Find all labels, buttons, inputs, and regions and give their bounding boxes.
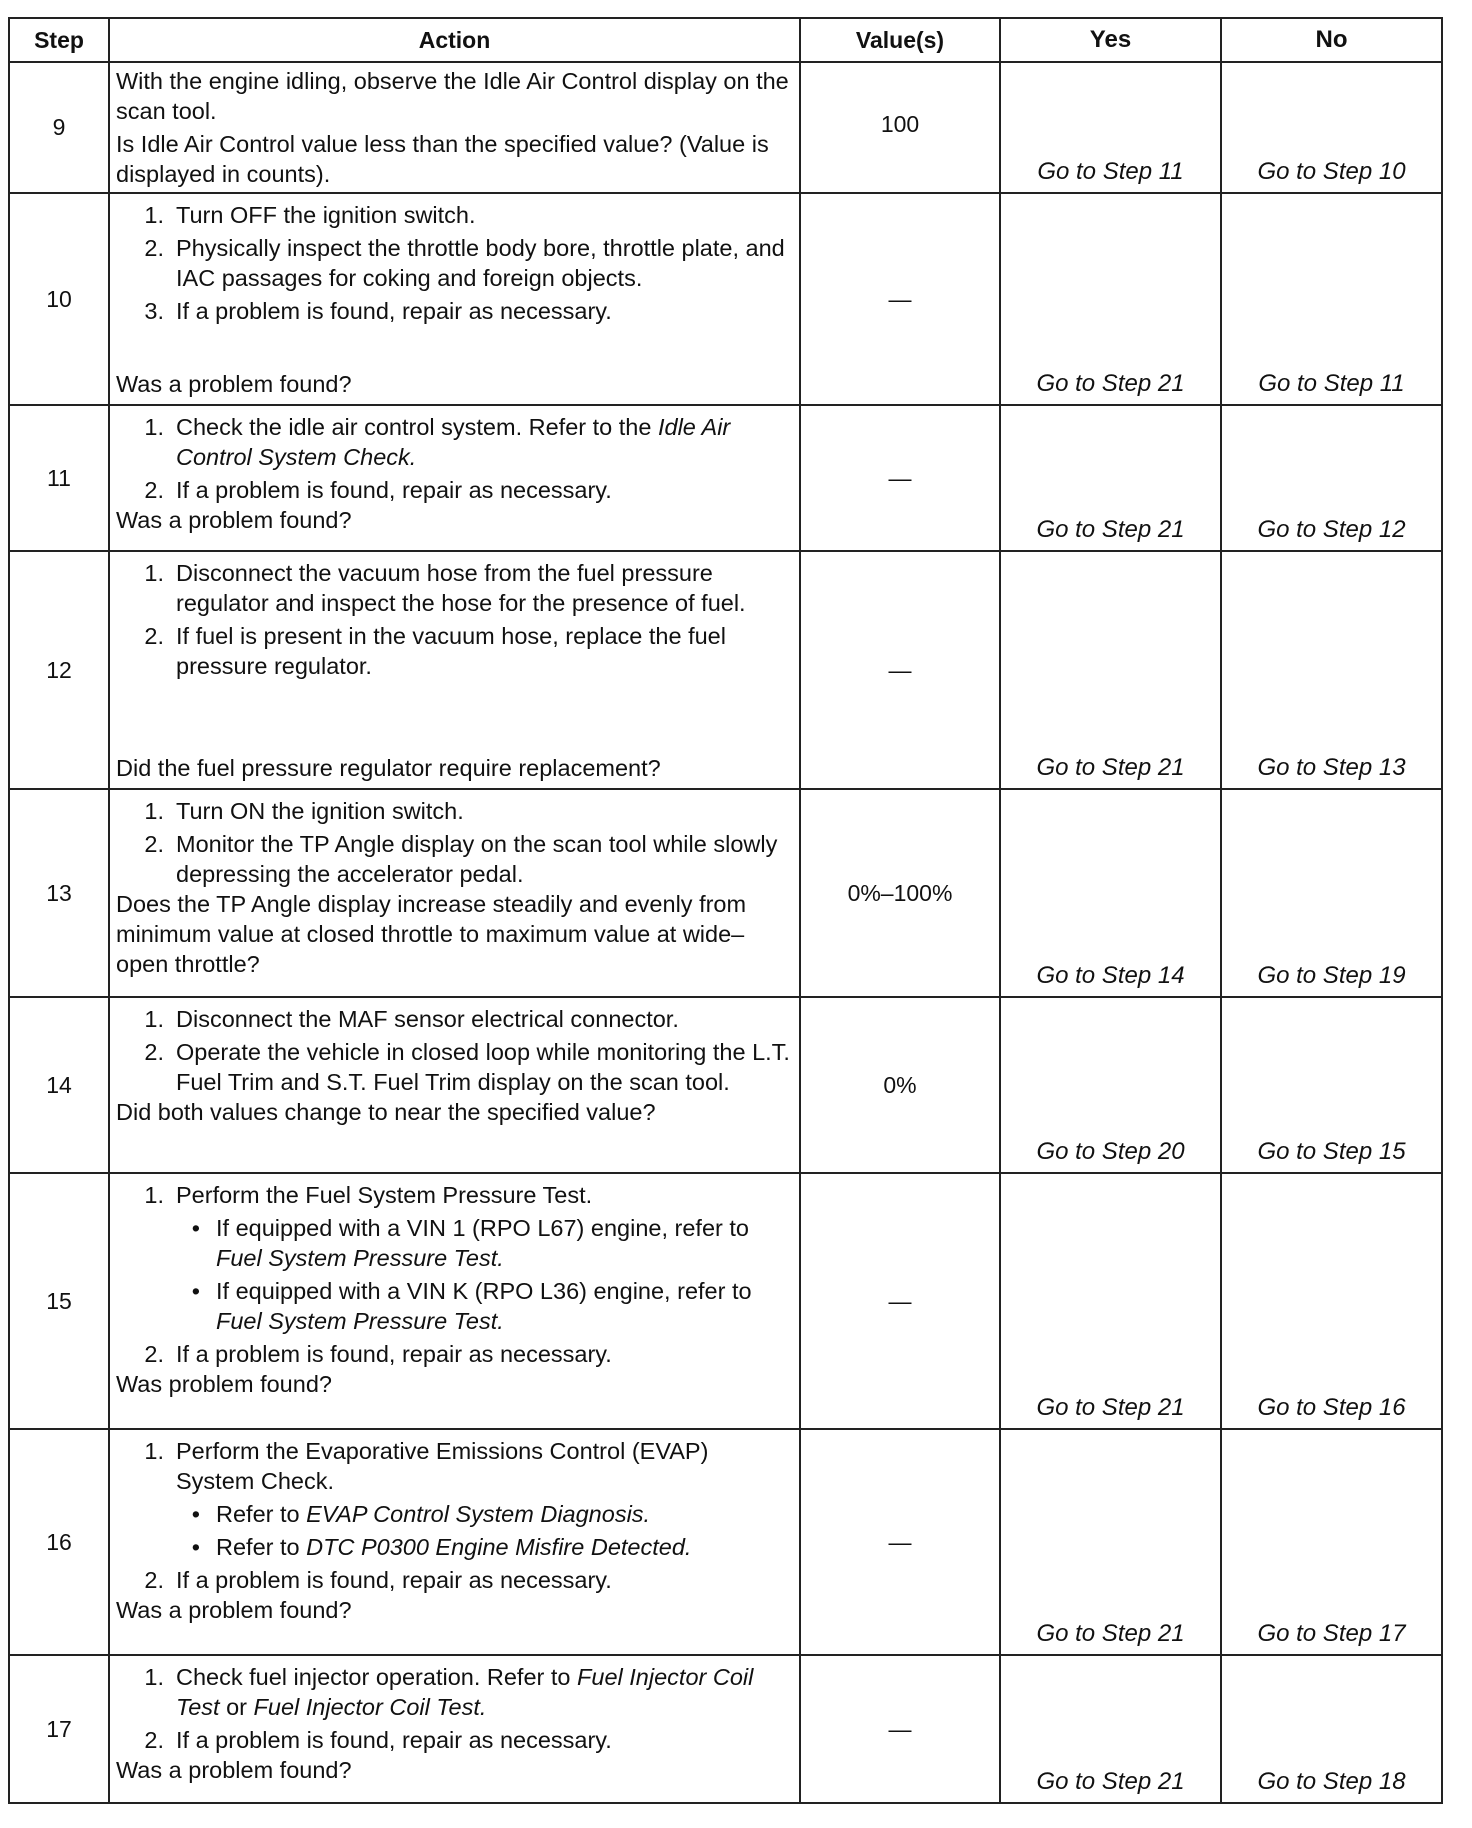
list-item: 1. Check fuel injector operation. Refer to Fuel Injector Coil Test or Fuel Injector Coil Test. xyxy=(144,1664,754,1720)
table-row xyxy=(9,193,1442,405)
action-question: Was a problem found? xyxy=(116,1757,352,1783)
action-question: Was a problem found? xyxy=(116,1597,352,1623)
action-text: With the engine idling, observe the Idle Air Control display on the scan tool. xyxy=(116,68,789,124)
bullet-item: • If equipped with a VIN 1 (RPO L67) engine, refer to Fuel System Pressure Test. xyxy=(191,1215,749,1271)
no-cell: Go to Step 13 xyxy=(1221,551,1442,789)
step-number: 17 xyxy=(9,1655,109,1803)
value-cell: — xyxy=(800,1429,1000,1655)
no-cell: Go to Step 11 xyxy=(1221,193,1442,405)
list-item: 1. Turn ON the ignition switch. xyxy=(144,798,464,824)
list-item: 1. Check the idle air control system. Refer to the Idle Air Control System Check. xyxy=(144,414,731,470)
action-question: Did the fuel pressure regulator require replacement? xyxy=(116,755,661,781)
table-row xyxy=(9,405,1442,551)
list-item: 2. If fuel is present in the vacuum hose, replace the fuel pressure regulator. xyxy=(144,623,726,679)
list-item: 2. If a problem is found, repair as necessary. xyxy=(144,477,612,503)
reference-link: Fuel Injector Coil Test xyxy=(176,1664,754,1720)
reference-link: Fuel System Pressure Test. xyxy=(216,1308,504,1334)
step-number: 10 xyxy=(9,193,109,405)
yes-cell: Go to Step 21 xyxy=(1000,1173,1221,1429)
no-cell: Go to Step 15 xyxy=(1221,997,1442,1173)
reference-link: DTC P0300 Engine Misfire Detected. xyxy=(306,1534,692,1560)
bullet-item: • Refer to DTC P0300 Engine Misfire Detected. xyxy=(191,1534,692,1560)
diagnostic-table-sheet xyxy=(8,17,1443,1804)
list-item: 2. If a problem is found, repair as necessary. xyxy=(144,1341,612,1367)
table-row xyxy=(9,62,1442,193)
step-number: 11 xyxy=(9,405,109,551)
header-no: No xyxy=(1221,18,1442,62)
action-cell xyxy=(109,1655,800,1803)
step-number: 14 xyxy=(9,997,109,1173)
table-row xyxy=(9,1655,1442,1803)
yes-cell: Go to Step 20 xyxy=(1000,997,1221,1173)
value-cell: — xyxy=(800,1655,1000,1803)
action-cell xyxy=(109,1429,800,1655)
header-values: Value(s) xyxy=(800,18,1000,62)
step-number: 16 xyxy=(9,1429,109,1655)
header-action: Action xyxy=(109,18,800,62)
table-row xyxy=(9,997,1442,1173)
no-cell: Go to Step 10 xyxy=(1221,62,1442,193)
list-item: 1. Turn OFF the ignition switch. xyxy=(144,202,476,228)
step-number: 12 xyxy=(9,551,109,789)
no-cell: Go to Step 17 xyxy=(1221,1429,1442,1655)
header-yes: Yes xyxy=(1000,18,1221,62)
action-cell xyxy=(109,405,800,551)
yes-cell: Go to Step 11 xyxy=(1000,62,1221,193)
value-cell: 0%–100% xyxy=(800,789,1000,997)
reference-link: Fuel System Pressure Test. xyxy=(216,1245,504,1271)
diagnostic-table xyxy=(8,17,1443,1804)
yes-cell: Go to Step 21 xyxy=(1000,1429,1221,1655)
list-item: 1. Perform the Evaporative Emissions Control (EVAP) System Check. xyxy=(144,1438,709,1494)
yes-cell: Go to Step 14 xyxy=(1000,789,1221,997)
list-item: 2. Operate the vehicle in closed loop while monitoring the L.T. Fuel Trim and S.T. Fuel Trim display on the scan tool. xyxy=(144,1039,790,1095)
action-cell xyxy=(109,551,800,789)
action-question: Was a problem found? xyxy=(116,507,352,533)
yes-cell: Go to Step 21 xyxy=(1000,405,1221,551)
reference-link: Idle Air Control System Check. xyxy=(176,414,731,470)
action-cell xyxy=(109,1173,800,1429)
action-question: Is Idle Air Control value less than the specified value? (Value is displayed in counts). xyxy=(116,131,769,187)
no-cell: Go to Step 19 xyxy=(1221,789,1442,997)
header-step: Step xyxy=(9,18,109,62)
table-row xyxy=(9,551,1442,789)
bullet-item: • If equipped with a VIN K (RPO L36) engine, refer to Fuel System Pressure Test. xyxy=(191,1278,752,1334)
action-cell xyxy=(109,789,800,997)
bullet-item: • Refer to EVAP Control System Diagnosis. xyxy=(191,1501,651,1527)
list-item: 1. Disconnect the vacuum hose from the fuel pressure regulator and inspect the hose for the presence of fuel. xyxy=(144,560,746,616)
action-cell xyxy=(109,193,800,405)
table-row xyxy=(9,789,1442,997)
list-item: 2. If a problem is found, repair as necessary. xyxy=(144,1567,612,1593)
list-item: 2. Physically inspect the throttle body bore, throttle plate, and IAC passages for coking and foreign objects. xyxy=(144,235,785,291)
value-cell: — xyxy=(800,1173,1000,1429)
action-cell xyxy=(109,62,800,193)
no-cell: Go to Step 12 xyxy=(1221,405,1442,551)
action-question: Did both values change to near the specified value? xyxy=(116,1099,656,1125)
value-cell: 0% xyxy=(800,997,1000,1173)
list-item: 3. If a problem is found, repair as necessary. xyxy=(144,298,612,324)
list-item: 2. Monitor the TP Angle display on the scan tool while slowly depressing the accelerator pedal. xyxy=(144,831,778,887)
action-question: Was problem found? xyxy=(116,1371,332,1397)
action-question: Does the TP Angle display increase steadily and evenly from minimum value at closed throttle to maximum value at wide–open throttle? xyxy=(116,891,747,977)
header-row xyxy=(9,18,1442,62)
action-question: Was a problem found? xyxy=(116,371,352,397)
table-row xyxy=(9,1429,1442,1655)
list-item: 2. If a problem is found, repair as necessary. xyxy=(144,1727,612,1753)
table-row xyxy=(9,1173,1442,1429)
value-cell: — xyxy=(800,405,1000,551)
yes-cell: Go to Step 21 xyxy=(1000,193,1221,405)
reference-link: Fuel Injector Coil Test. xyxy=(253,1694,487,1720)
list-item: 1. Perform the Fuel System Pressure Test. xyxy=(144,1182,593,1208)
yes-cell: Go to Step 21 xyxy=(1000,1655,1221,1803)
step-number: 9 xyxy=(9,62,109,193)
step-number: 15 xyxy=(9,1173,109,1429)
value-cell: — xyxy=(800,551,1000,789)
no-cell: Go to Step 16 xyxy=(1221,1173,1442,1429)
value-cell: 100 xyxy=(800,62,1000,193)
action-cell xyxy=(109,997,800,1173)
step-number: 13 xyxy=(9,789,109,997)
list-item: 1. Disconnect the MAF sensor electrical connector. xyxy=(144,1006,679,1032)
reference-link: EVAP Control System Diagnosis. xyxy=(306,1501,651,1527)
no-cell: Go to Step 18 xyxy=(1221,1655,1442,1803)
yes-cell: Go to Step 21 xyxy=(1000,551,1221,789)
value-cell: — xyxy=(800,193,1000,405)
